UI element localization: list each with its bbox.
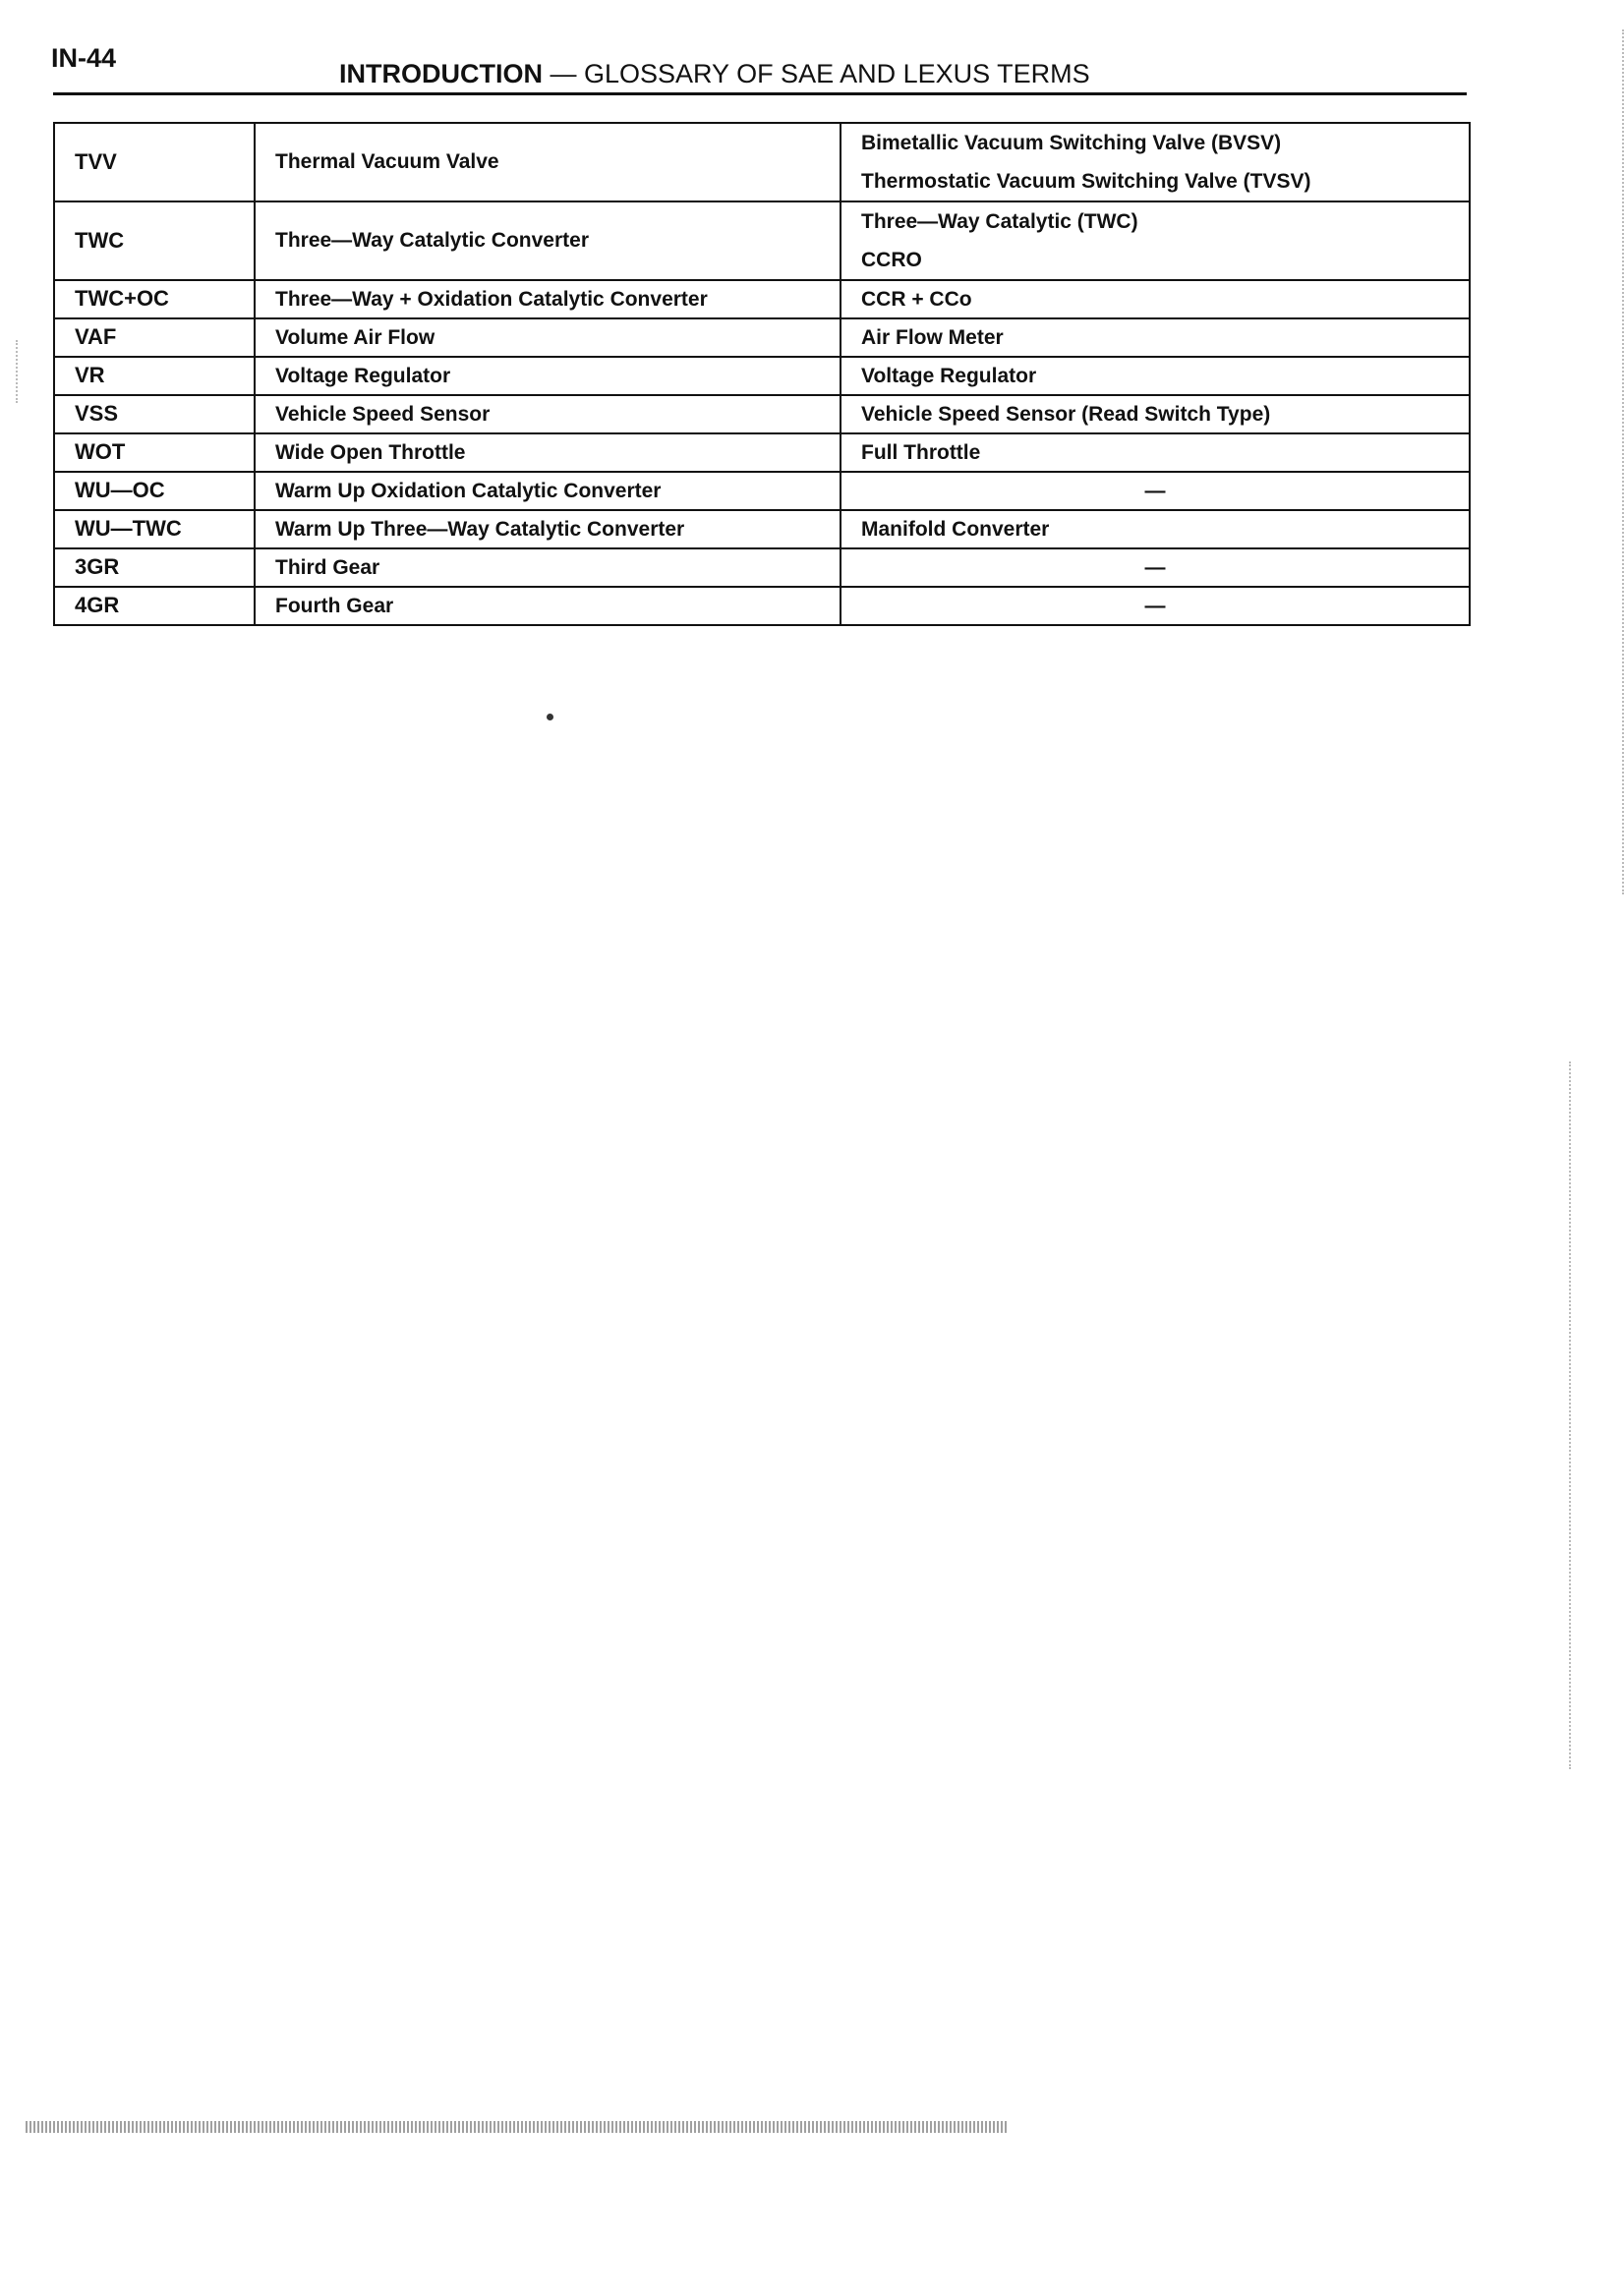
lexus-term-line: Three—Way Catalytic (TWC) bbox=[861, 210, 1138, 233]
lexus-term-line: Thermostatic Vacuum Switching Valve (TVSV) bbox=[861, 170, 1311, 193]
table-row bbox=[54, 201, 1470, 280]
sae-term-cell: Three—Way Catalytic Converter bbox=[255, 201, 841, 280]
table-row bbox=[54, 472, 1470, 510]
abbreviation-cell: VAF bbox=[54, 318, 255, 357]
lexus-term-cell: — bbox=[841, 587, 1470, 625]
sae-term-cell: Volume Air Flow bbox=[255, 318, 841, 357]
lexus-term-cell bbox=[841, 123, 1470, 201]
sae-term-cell: Thermal Vacuum Valve bbox=[255, 123, 841, 201]
abbreviation-cell: TVV bbox=[54, 123, 255, 201]
scan-edge-mark bbox=[1569, 1062, 1571, 1769]
sae-term-cell: Wide Open Throttle bbox=[255, 433, 841, 472]
lexus-term-cell: Full Throttle bbox=[841, 433, 1470, 472]
table-row bbox=[54, 395, 1470, 433]
scan-speck bbox=[547, 714, 553, 720]
abbreviation-cell: TWC+OC bbox=[54, 280, 255, 318]
lexus-term-cell: CCR + CCo bbox=[841, 280, 1470, 318]
lexus-term-cell: — bbox=[841, 472, 1470, 510]
abbreviation-cell: 3GR bbox=[54, 548, 255, 587]
sae-term-cell: Three—Way + Oxidation Catalytic Converter bbox=[255, 280, 841, 318]
lexus-term-cell: Manifold Converter bbox=[841, 510, 1470, 548]
sae-term-cell: Vehicle Speed Sensor bbox=[255, 395, 841, 433]
lexus-term-cell: Vehicle Speed Sensor (Read Switch Type) bbox=[841, 395, 1470, 433]
sae-term-cell: Fourth Gear bbox=[255, 587, 841, 625]
lexus-term-cell bbox=[841, 201, 1470, 280]
table-row bbox=[54, 123, 1470, 201]
abbreviation-cell: WU—TWC bbox=[54, 510, 255, 548]
table-row bbox=[54, 357, 1470, 395]
page-title-rest: — GLOSSARY OF SAE AND LEXUS TERMS bbox=[542, 59, 1090, 88]
lexus-term-cell: Voltage Regulator bbox=[841, 357, 1470, 395]
abbreviation-cell: VSS bbox=[54, 395, 255, 433]
header-rule bbox=[53, 92, 1467, 95]
abbreviation-cell: WOT bbox=[54, 433, 255, 472]
table-row bbox=[54, 280, 1470, 318]
table-row bbox=[54, 318, 1470, 357]
table-row bbox=[54, 587, 1470, 625]
glossary-table-body bbox=[54, 123, 1470, 625]
lexus-term-cell: — bbox=[841, 548, 1470, 587]
abbreviation-cell: VR bbox=[54, 357, 255, 395]
lexus-term-line: Bimetallic Vacuum Switching Valve (BVSV) bbox=[861, 132, 1282, 154]
sae-term-cell: Third Gear bbox=[255, 548, 841, 587]
abbreviation-cell: 4GR bbox=[54, 587, 255, 625]
scan-edge-mark bbox=[16, 340, 18, 403]
abbreviation-cell: TWC bbox=[54, 201, 255, 280]
sae-term-cell: Warm Up Oxidation Catalytic Converter bbox=[255, 472, 841, 510]
table-row bbox=[54, 548, 1470, 587]
page-number: IN-44 bbox=[51, 43, 117, 73]
abbreviation-cell: WU—OC bbox=[54, 472, 255, 510]
sae-term-cell: Voltage Regulator bbox=[255, 357, 841, 395]
page-title-main: INTRODUCTION bbox=[339, 59, 543, 88]
sae-term-cell: Warm Up Three—Way Catalytic Converter bbox=[255, 510, 841, 548]
lexus-term-line: CCRO bbox=[861, 249, 922, 271]
lexus-term-cell: Air Flow Meter bbox=[841, 318, 1470, 357]
glossary-table bbox=[53, 122, 1471, 626]
table-row bbox=[54, 510, 1470, 548]
table-row bbox=[54, 433, 1470, 472]
scan-band bbox=[26, 2121, 1009, 2133]
page-title bbox=[339, 59, 1090, 89]
